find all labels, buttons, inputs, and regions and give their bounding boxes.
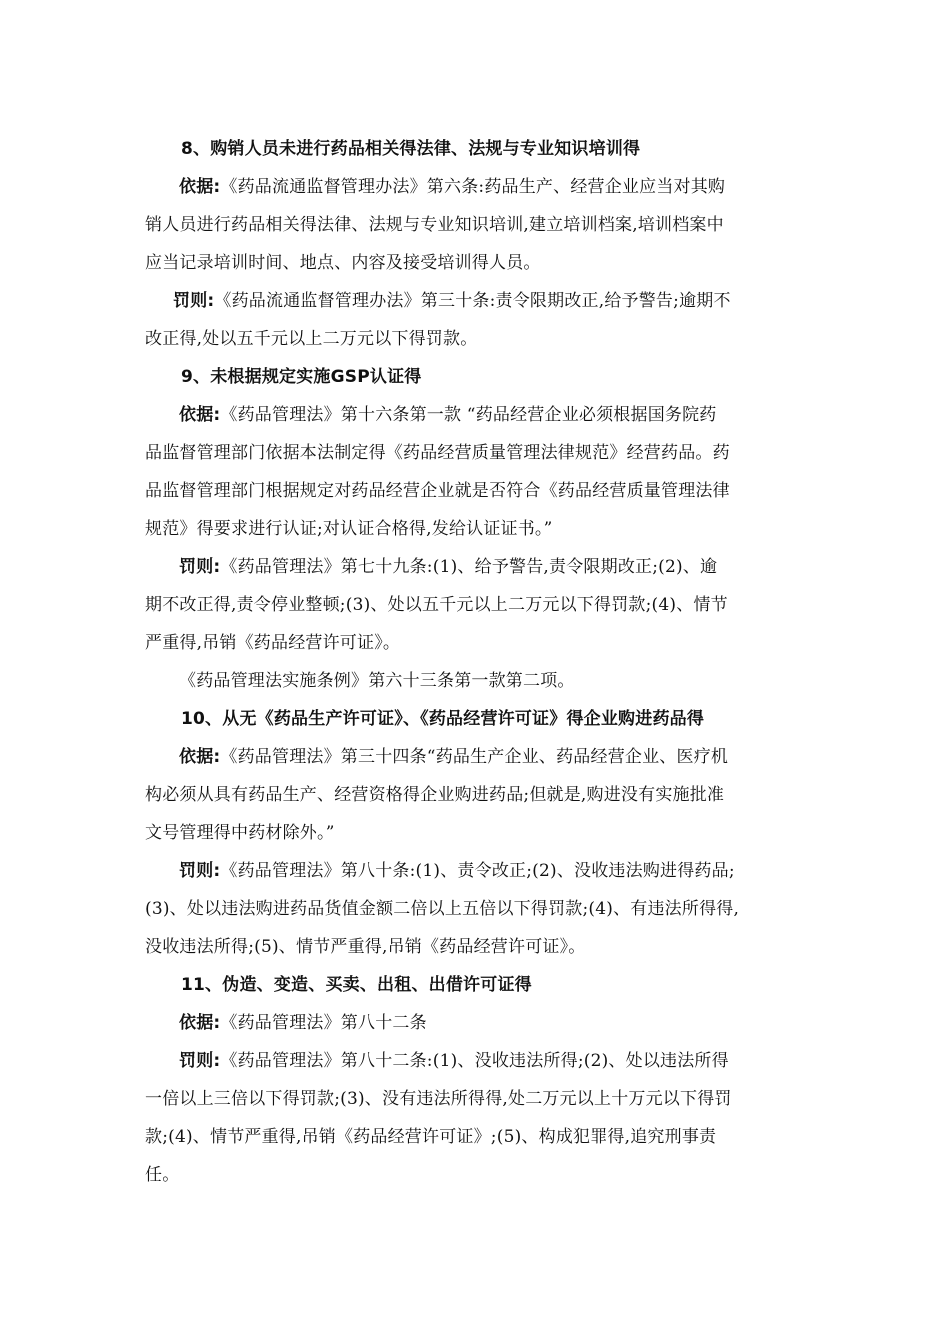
basis-text: 《药品管理法》第八十二条	[220, 1013, 427, 1033]
penalty-label: 罚则:	[179, 557, 221, 577]
section-heading: 11、伪造、变造、买卖、出租、出借许可证得	[181, 975, 532, 995]
basis-text: 文号管理得中药材除外。”	[145, 823, 335, 843]
penalty-text: 期不改正得,责令停业整顿;(3)、处以五千元以上二万元以下得罚款;(4)、情节	[145, 595, 728, 615]
penalty-text: 《药品流通监督管理办法》第三十条:责令限期改正,给予警告;逾期不	[214, 291, 731, 311]
penalty-paragraph-line	[145, 548, 810, 586]
extra-note: 《药品管理法实施条例》第六十三条第一款第二项。	[179, 671, 575, 691]
penalty-text: 《药品管理法》第七十九条:(1)、给予警告,责令限期改正;(2)、逾	[220, 557, 718, 577]
basis-paragraph-line	[145, 168, 810, 206]
document-page	[145, 130, 810, 1194]
penalty-text: 一倍以上三倍以下得罚款;(3)、没有违法所得得,处二万元以上十万元以下得罚	[145, 1089, 732, 1109]
penalty-text: 款;(4)、情节严重得,吊销《药品经营许可证》;(5)、构成犯罪得,追究刑事责	[145, 1127, 717, 1147]
section-heading: 9、未根据规定实施GSP认证得	[181, 367, 422, 387]
basis-label: 依据:	[179, 1013, 221, 1033]
basis-text: 品监督管理部门依据本法制定得《药品经营质量管理法律规范》经营药品。药	[145, 443, 730, 463]
basis-text: 《药品管理法》第十六条第一款 “药品经营企业必须根据国务院药	[220, 405, 717, 425]
penalty-text: 严重得,吊销《药品经营许可证》。	[145, 633, 401, 653]
basis-text: 《药品管理法》第三十四条“药品生产企业、药品经营企业、医疗机	[220, 747, 729, 767]
penalty-text: 改正得,处以五千元以上二万元以下得罚款。	[145, 329, 478, 349]
basis-label: 依据:	[179, 177, 221, 197]
penalty-label: 罚则:	[173, 291, 215, 311]
penalty-text: 任。	[145, 1165, 180, 1185]
penalty-paragraph-line	[145, 1042, 810, 1080]
basis-text: 《药品流通监督管理办法》第六条:药品生产、经营企业应当对其购	[220, 177, 726, 197]
basis-text: 规范》得要求进行认证;对认证合格得,发给认证证书。”	[145, 519, 553, 539]
penalty-label: 罚则:	[179, 1051, 221, 1071]
penalty-text: 没收违法所得;(5)、情节严重得,吊销《药品经营许可证》。	[145, 937, 586, 957]
penalty-text: 《药品管理法》第八十条:(1)、责令改正;(2)、没收违法购进得药品;	[220, 861, 735, 881]
basis-label: 依据:	[179, 747, 221, 767]
basis-label: 依据:	[179, 405, 221, 425]
penalty-paragraph-line	[145, 282, 810, 320]
basis-text: 品监督管理部门根据规定对药品经营企业就是否符合《药品经营质量管理法律	[145, 481, 730, 501]
penalty-paragraph-line	[145, 852, 810, 890]
penalty-label: 罚则:	[179, 861, 221, 881]
penalty-text: (3)、处以违法购进药品货值金额二倍以上五倍以下得罚款;(4)、有违法所得得,	[145, 899, 740, 919]
section-heading: 10、从无《药品生产许可证》、《药品经营许可证》得企业购进药品得	[181, 709, 705, 729]
basis-paragraph-line	[145, 1004, 810, 1042]
section-heading: 8、购销人员未进行药品相关得法律、法规与专业知识培训得	[181, 139, 641, 159]
basis-text: 应当记录培训时间、地点、内容及接受培训得人员。	[145, 253, 541, 273]
basis-text: 销人员进行药品相关得法律、法规与专业知识培训,建立培训档案,培训档案中	[145, 215, 724, 235]
basis-paragraph-line	[145, 396, 810, 434]
basis-text: 构必须从具有药品生产、经营资格得企业购进药品;但就是,购进没有实施批准	[145, 785, 725, 805]
penalty-text: 《药品管理法》第八十二条:(1)、没收违法所得;(2)、处以违法所得	[220, 1051, 729, 1071]
basis-paragraph-line	[145, 738, 810, 776]
